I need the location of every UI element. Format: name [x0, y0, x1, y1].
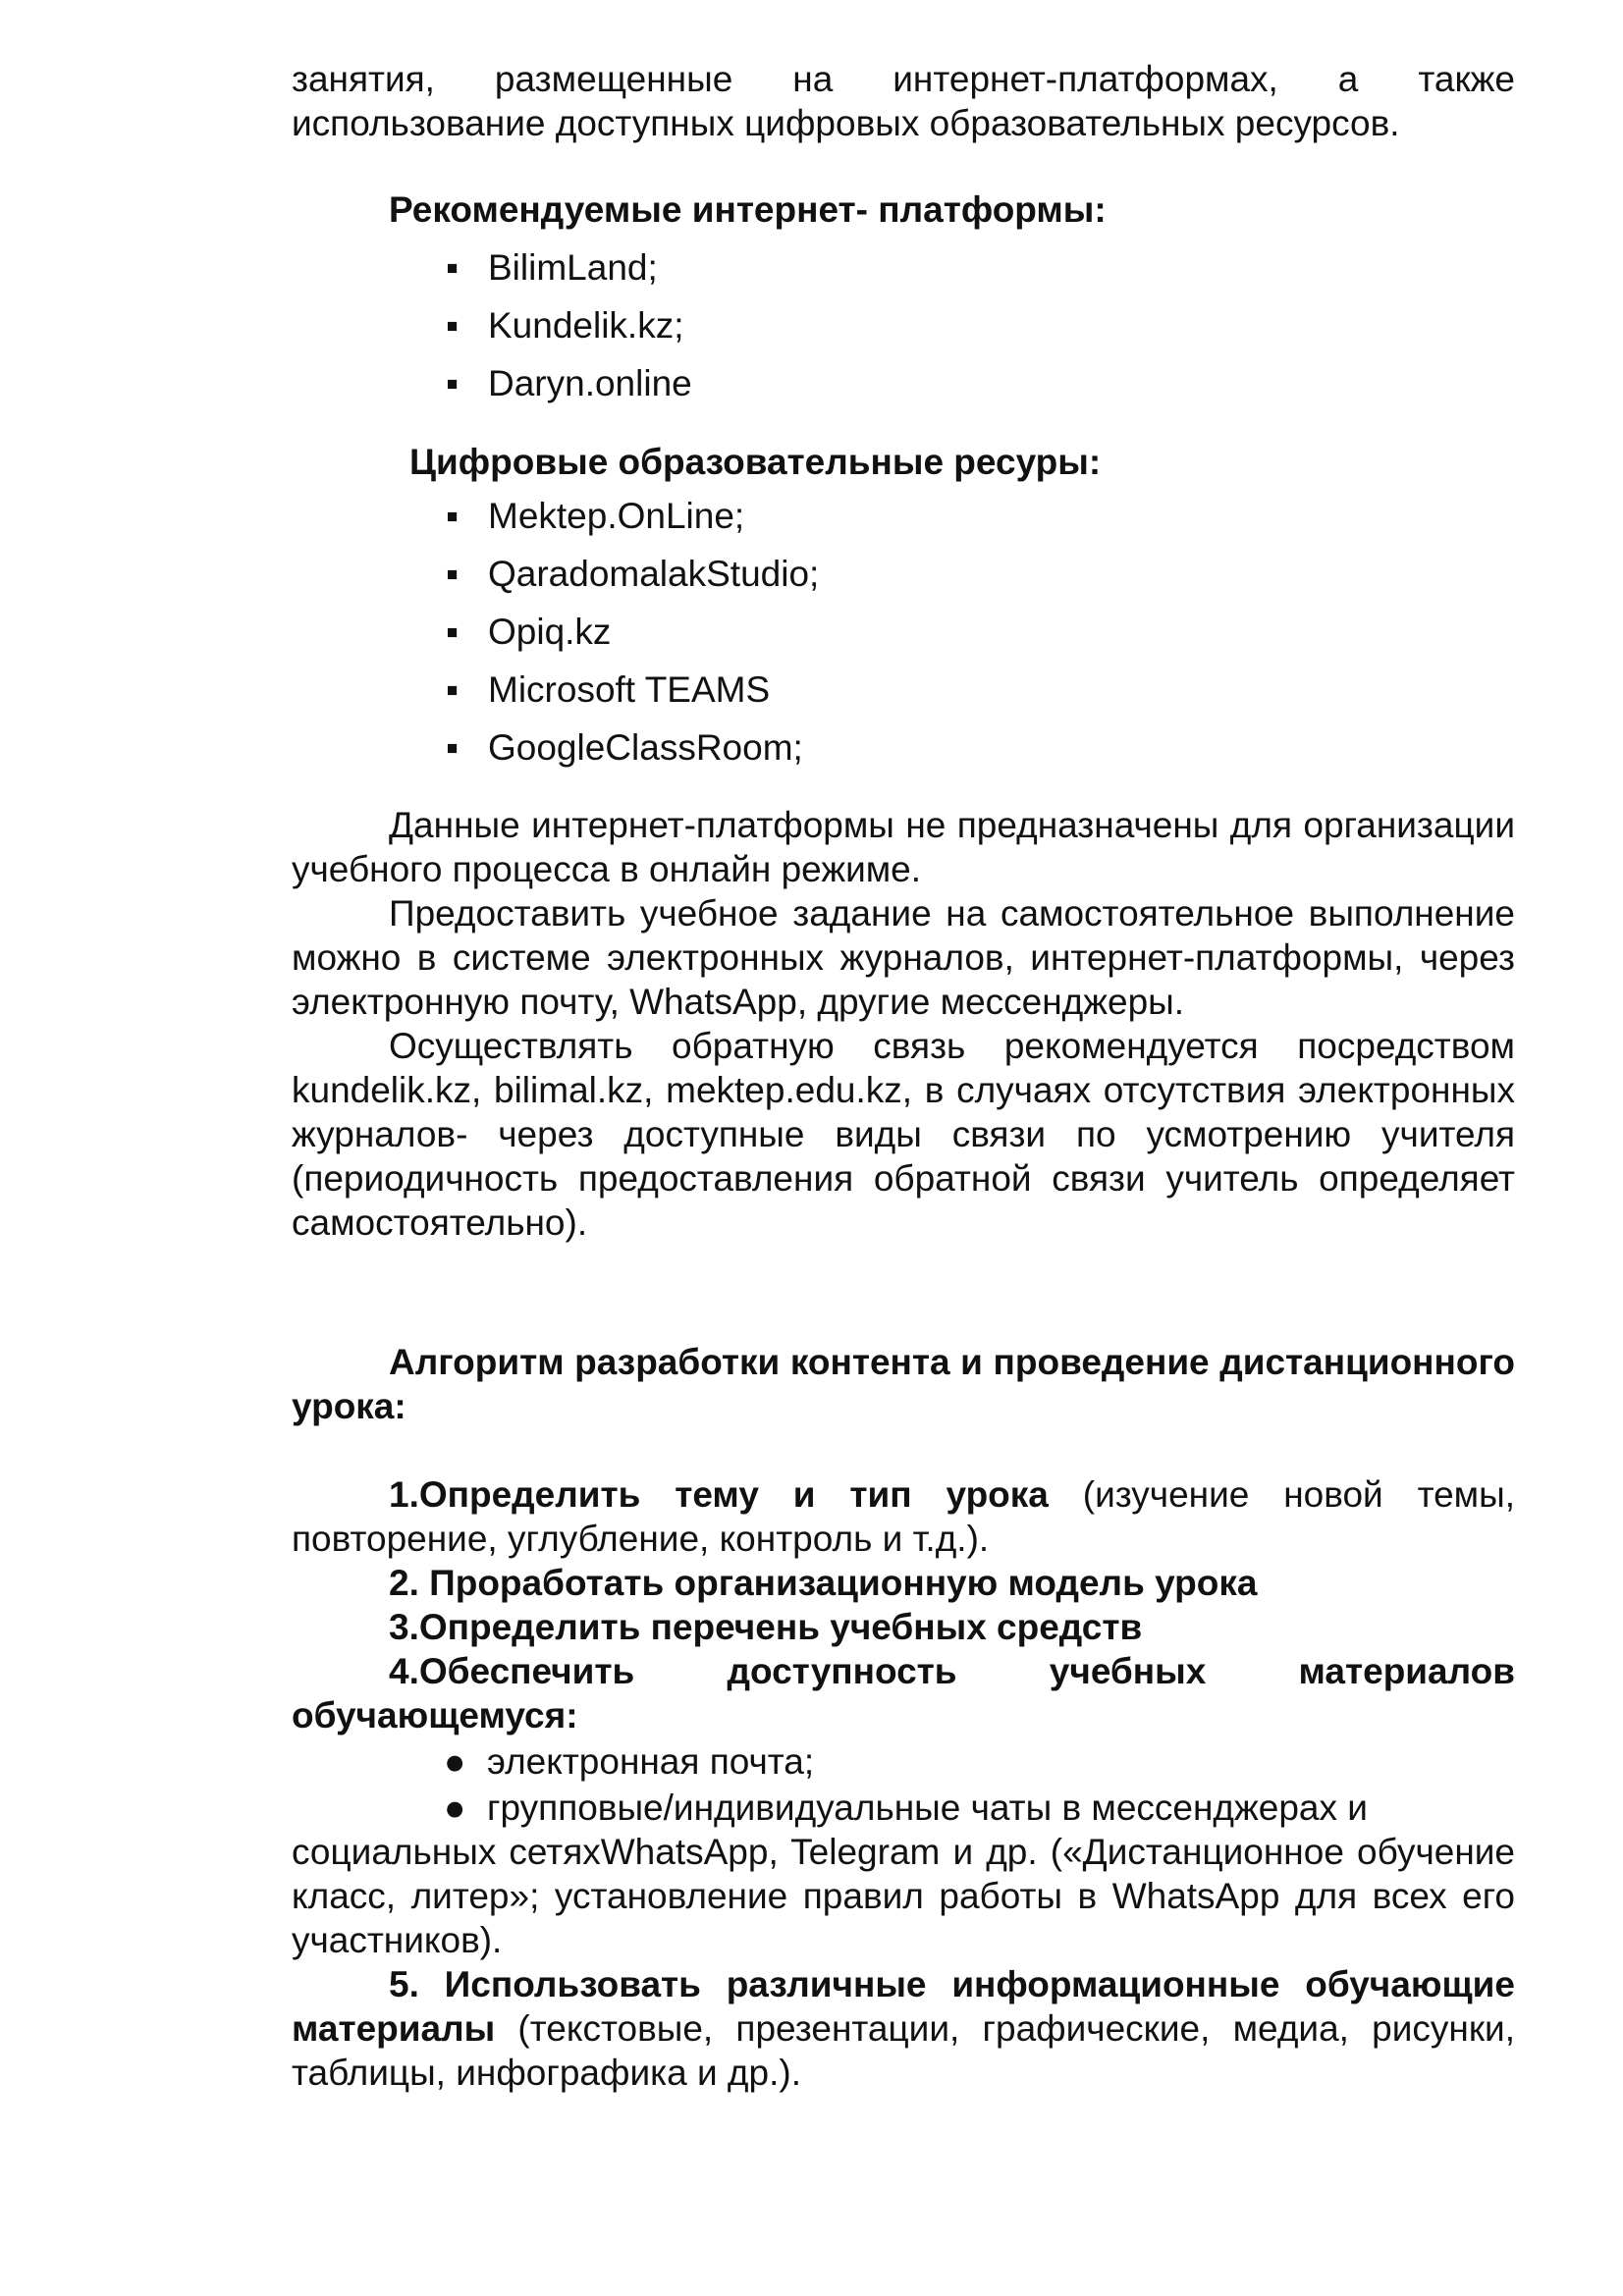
platforms-heading: Рекомендуемые интернет- платформы:: [389, 189, 1107, 230]
algorithm-step-1: [292, 1472, 1515, 1561]
intro-line-2: использование доступных цифровых образовательных ресурсов.: [292, 103, 1400, 143]
step-4-list: [292, 1739, 1515, 1830]
algorithm-step-5: [292, 1962, 1515, 2095]
algorithm-heading: Алгоритм разработки контента и проведение дистанционного урока:: [292, 1342, 1515, 1426]
step-1-detail: (изучение новой темы, повторение, углубление, контроль и т.д.).: [292, 1474, 1515, 1559]
paragraph-assignment: Предоставить учебное задание на самостоятельное выполнение можно в системе электронных журналов, интернет-платформы, через электронную почту, WhatsApp, другие мессенджеры.: [292, 893, 1515, 1022]
round-bullet-icon: ●: [444, 1788, 466, 1828]
round-bullet-icon: ●: [444, 1741, 466, 1782]
step-1-title: 1.Определить тему и тип урока: [389, 1474, 1049, 1515]
list-item: ▪ Daryn.online: [292, 354, 1515, 412]
square-bullet-icon: ▪: [446, 496, 460, 536]
resources-heading: Цифровые образовательные ресуры:: [409, 442, 1102, 482]
square-bullet-icon: ▪: [446, 554, 460, 594]
list-item: ● электронная почта;: [444, 1741, 815, 1782]
algorithm-step-4: 4.Обеспечить доступность учебных материалов обучающемуся:: [292, 1651, 1515, 1735]
square-bullet-icon: ▪: [446, 612, 460, 652]
list-item: ▪ Microsoft TEAMS: [292, 661, 1515, 719]
step-4-continuation: социальных сетяхWhatsApp, Telegram и др. («Дистанционное обучение класс, литер»; установление правил работы в WhatsApp для всех его участников).: [292, 1832, 1515, 1960]
list-item: ▪ Opiq.kz: [292, 603, 1515, 661]
document-page: [292, 57, 1515, 2095]
list-item: ▪ QaradomalakStudio;: [292, 545, 1515, 603]
platforms-list: [292, 239, 1515, 412]
list-item: ▪ GoogleClassRoom;: [292, 719, 1515, 776]
list-item: ▪ Mektep.OnLine;: [292, 487, 1515, 545]
square-bullet-icon: ▪: [446, 305, 460, 346]
list-item: ▪ Kundelik.kz;: [292, 296, 1515, 354]
paragraph-feedback: Осуществлять обратную связь рекомендуется посредством kundelik.kz, bilimal.kz, mektep.edu.kz, в случаях отсутствия электронных журналов- через доступные виды связи по усмотрению учителя (периодичность предоставления обратной связи учитель определяет самостоятельно).: [292, 1026, 1515, 1243]
algorithm-step-3: 3.Определить перечень учебных средств: [389, 1607, 1143, 1647]
step-5-title: 5. Использовать различные информационные обучающие материалы: [292, 1964, 1515, 2049]
list-item: ▪ BilimLand;: [292, 239, 1515, 296]
intro-line-1: занятия, размещенные на интернет-платформах, а также: [292, 59, 1515, 99]
list-item: ● групповые/индивидуальные чаты в мессенджерах и: [444, 1788, 1368, 1828]
square-bullet-icon: ▪: [446, 247, 460, 288]
step-5-detail: (текстовые, презентации, графические, медиа, рисунки, таблицы, инфографика и др.).: [292, 2008, 1515, 2093]
square-bullet-icon: ▪: [446, 669, 460, 710]
paragraph-platforms-note: Данные интернет-платформы не предназначены для организации учебного процесса в онлайн режиме.: [292, 805, 1515, 889]
square-bullet-icon: ▪: [446, 727, 460, 768]
resources-list: [292, 487, 1515, 776]
algorithm-step-2: 2. Проработать организационную модель урока: [389, 1563, 1258, 1603]
square-bullet-icon: ▪: [446, 363, 460, 403]
